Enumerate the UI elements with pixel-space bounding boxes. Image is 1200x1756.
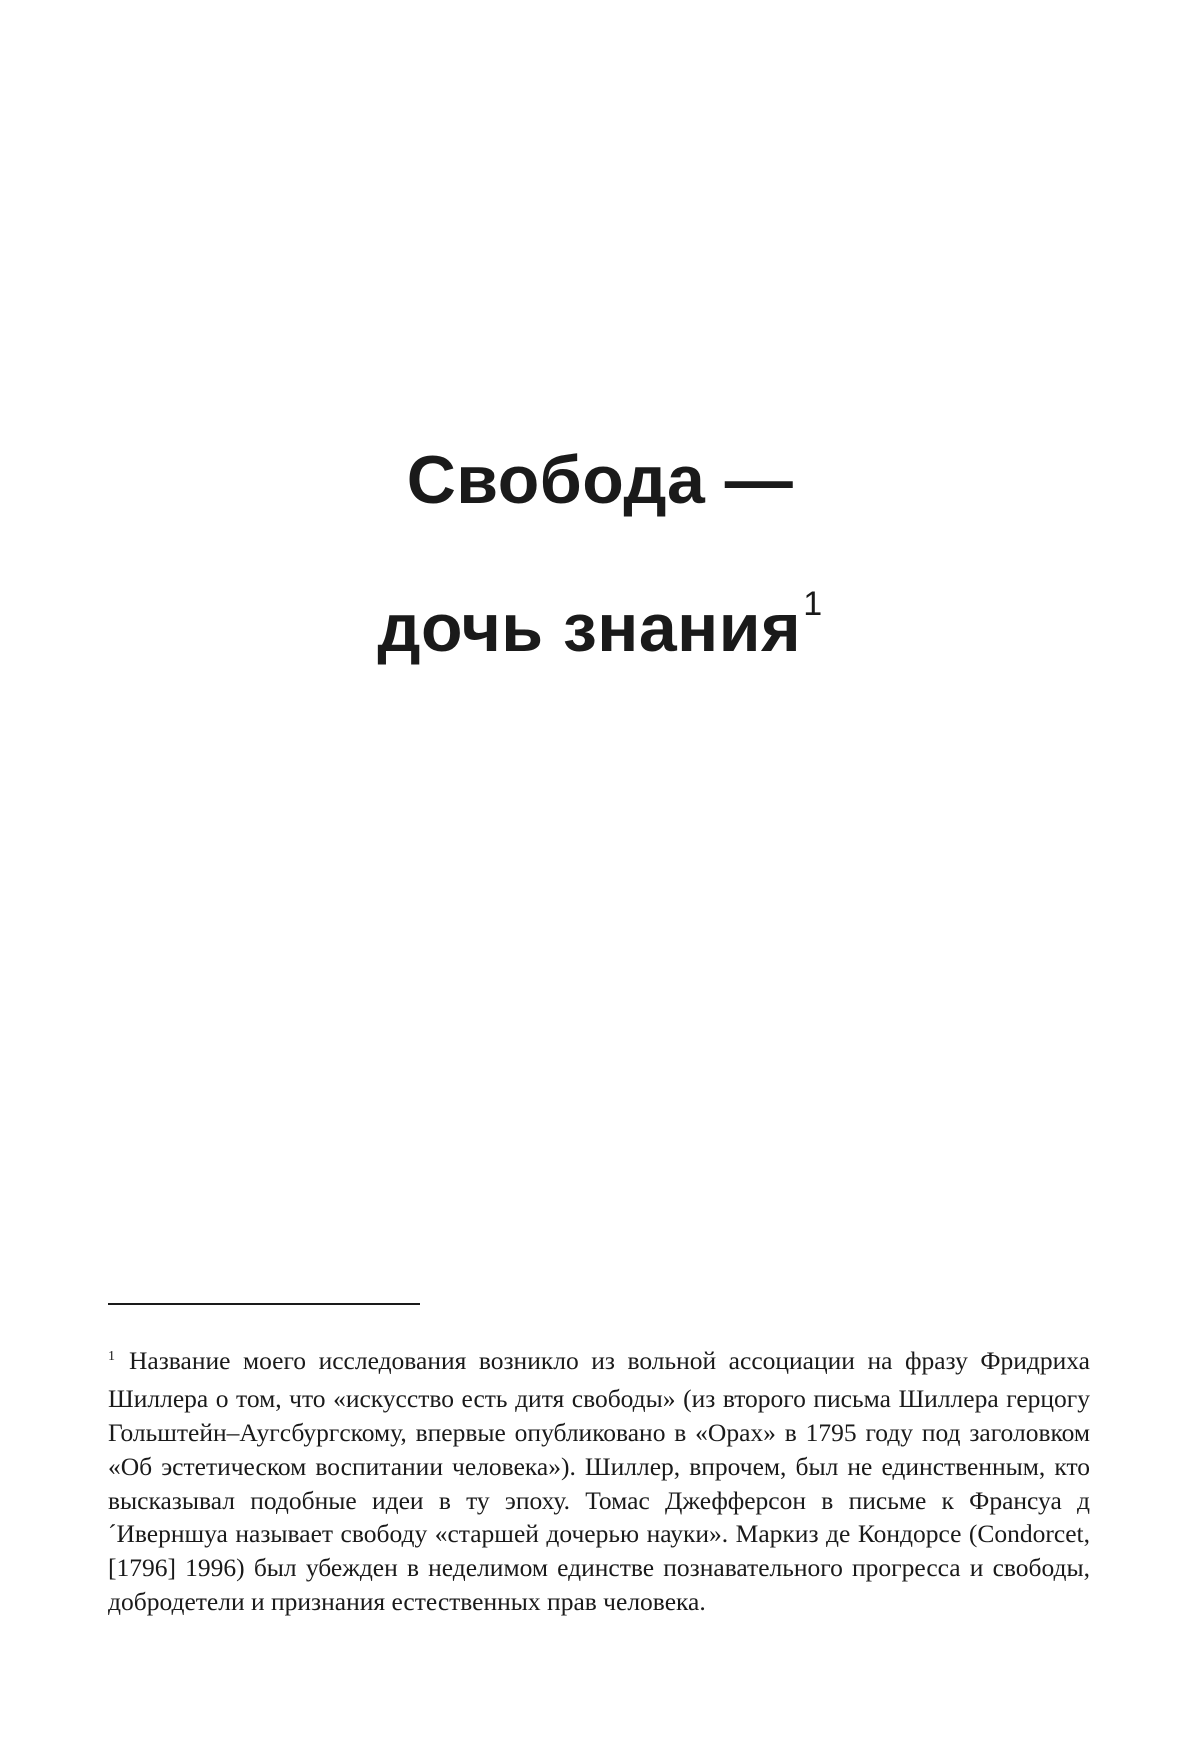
- footnote-separator: [108, 1303, 420, 1305]
- footnote: [108, 1344, 1090, 1619]
- footnote-number: 1: [108, 1348, 115, 1364]
- chapter-title: [0, 406, 1200, 714]
- footnote-text: Название моего исследования возникло из вольной ассоциации на фразу Фридриха Шиллера о том, что «искусство есть дитя свободы» (из второго письма Шиллера герцогу Гольштейн–Аугсбургскому, впервые опубликовано в «Орах» в 1795 году под заголовком «Об эстетическом воспитании человека»). Шиллер, впрочем, был не единственным, кто высказывал подобные идеи в ту эпоху. Томас Джефферсон в письме к Франсуа д´Иверншуа называет свободу «старшей дочерью науки». Маркиз де Кондорсе (Condorcet, [1796] 1996) был убежден в неделимом единстве познавательного прогресса и свободы, добродетели и признания естественных прав человека.: [108, 1345, 1090, 1617]
- chapter-title-line-1: Свобода —: [406, 441, 794, 518]
- chapter-title-line-2-text: дочь знания: [377, 589, 802, 666]
- chapter-title-line-2: [0, 554, 1200, 714]
- footnote-reference: 1: [803, 584, 823, 623]
